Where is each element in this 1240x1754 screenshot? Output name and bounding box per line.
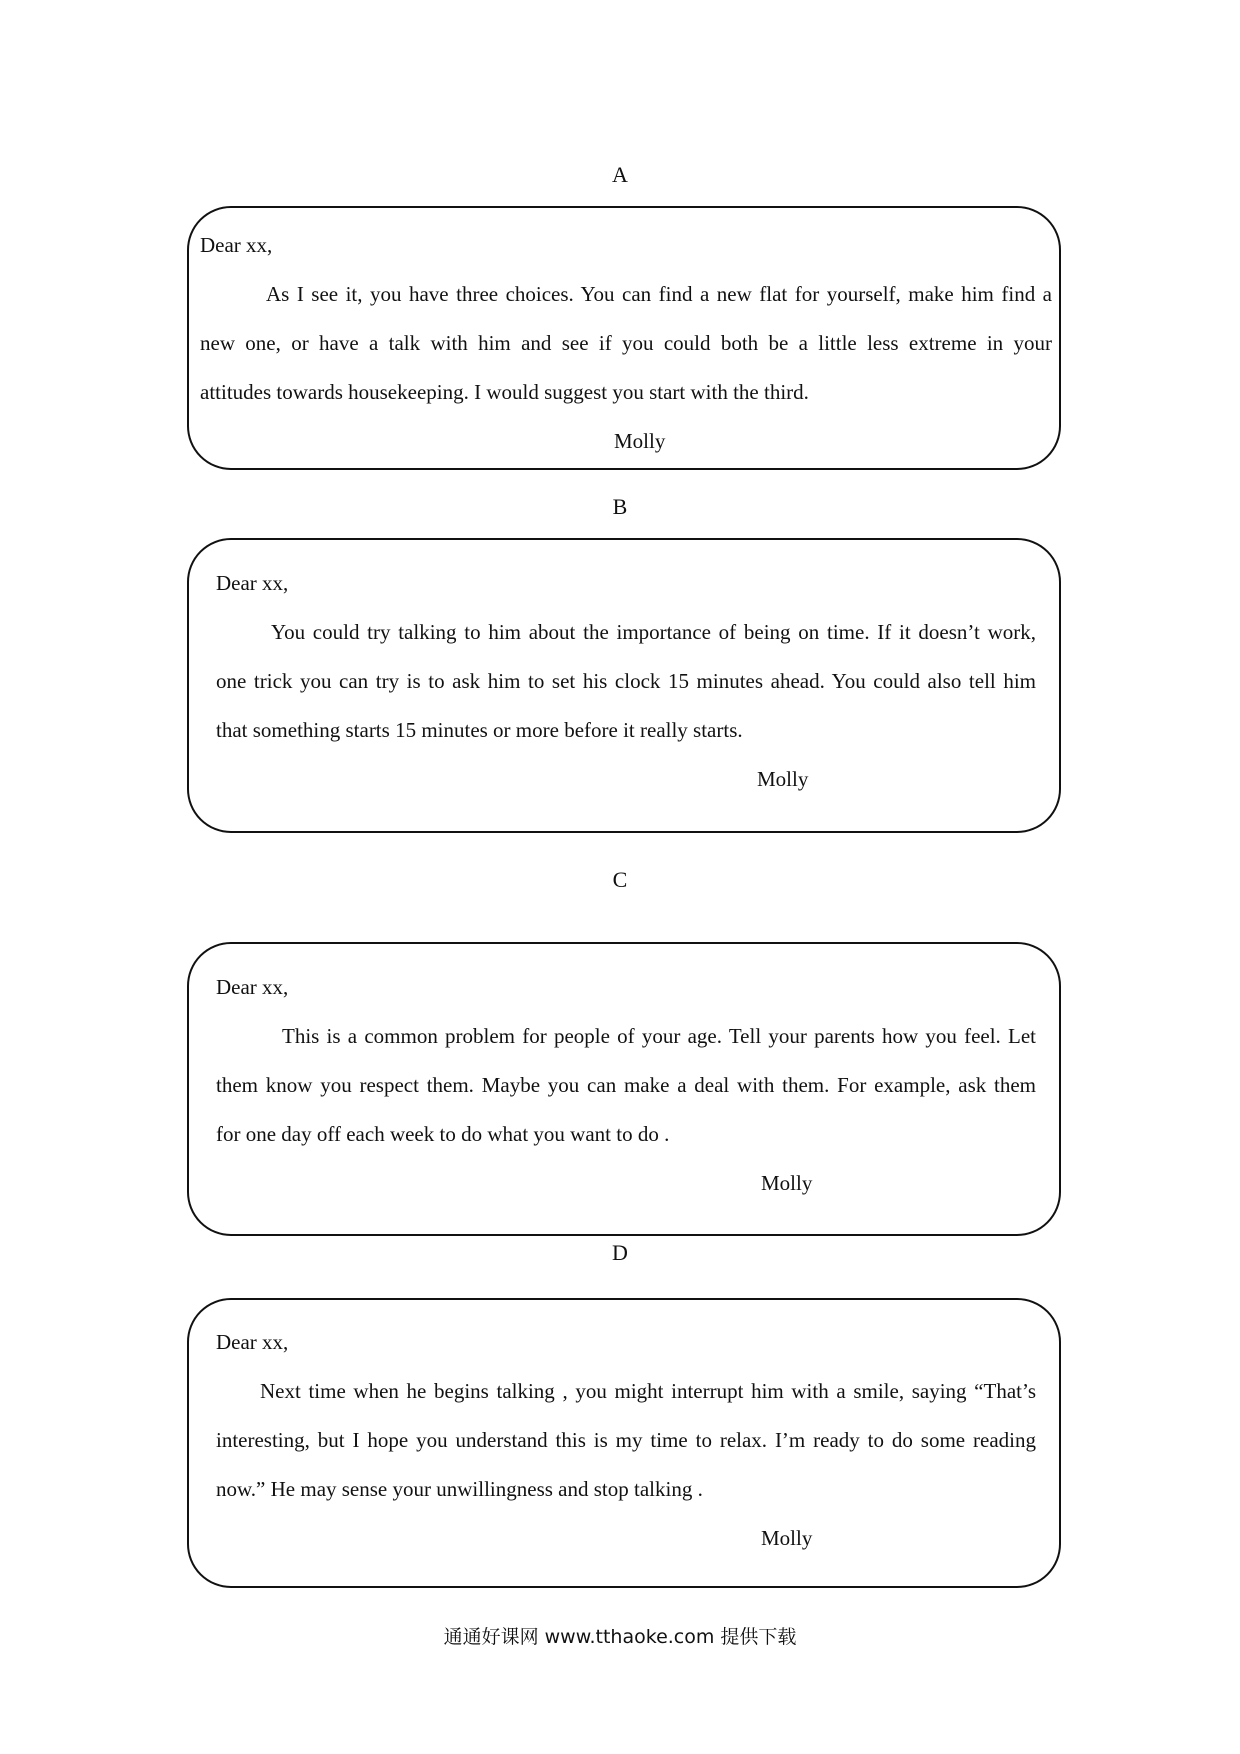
section-label-b: B <box>612 494 628 519</box>
letter-body-line: one trick you can try is to ask him to set his clock 15 minutes ahead. You could also tell him <box>216 669 1036 693</box>
letter-body-line: now.” He may sense your unwillingness and stop talking . <box>216 1477 703 1501</box>
letter-body-line: You could try talking to him about the importance of being on time. If it doesn’t work, <box>271 620 1036 644</box>
section-label-d: D <box>612 1240 628 1265</box>
letter-salutation: Dear xx, <box>200 233 273 257</box>
letter-body-line: that something starts 15 minutes or more before it really starts. <box>216 718 743 742</box>
section-label-c: C <box>612 867 628 892</box>
letter-signature: Molly <box>761 1171 813 1195</box>
letter-body-line: attitudes towards housekeeping. I would suggest you start with the third. <box>200 380 809 404</box>
letter-body-line: new one, or have a talk with him and see if you could both be a little less extreme in your <box>200 331 1052 355</box>
letter-body-line: This is a common problem for people of your age. Tell your parents how you feel. Let <box>282 1024 1036 1048</box>
letter-b-content <box>216 559 1036 804</box>
letter-body-line: them know you respect them. Maybe you can make a deal with them. For example, ask them <box>216 1073 1036 1097</box>
letter-salutation: Dear xx, <box>216 975 289 999</box>
letter-signature: Molly <box>614 429 666 453</box>
section-label-a: A <box>612 162 628 187</box>
letter-d-content <box>216 1318 1036 1563</box>
letter-salutation: Dear xx, <box>216 571 289 595</box>
letter-body-line: interesting, but I hope you understand this is my time to relax. I’m ready to do some reading <box>216 1428 1036 1452</box>
footer-text: 通通好课网 www.tthaoke.com 提供下载 <box>443 1626 797 1648</box>
letter-body-line: Next time when he begins talking , you might interrupt him with a smile, saying “That’s <box>260 1379 1036 1403</box>
letter-signature: Molly <box>757 767 809 791</box>
letter-a-content <box>200 221 1052 466</box>
letter-salutation: Dear xx, <box>216 1330 289 1354</box>
letter-body-line: As I see it, you have three choices. You can find a new flat for yourself, make him find a <box>266 282 1052 306</box>
letter-signature: Molly <box>761 1526 813 1550</box>
letter-c-content <box>216 963 1036 1208</box>
letter-body-line: for one day off each week to do what you want to do . <box>216 1122 670 1146</box>
